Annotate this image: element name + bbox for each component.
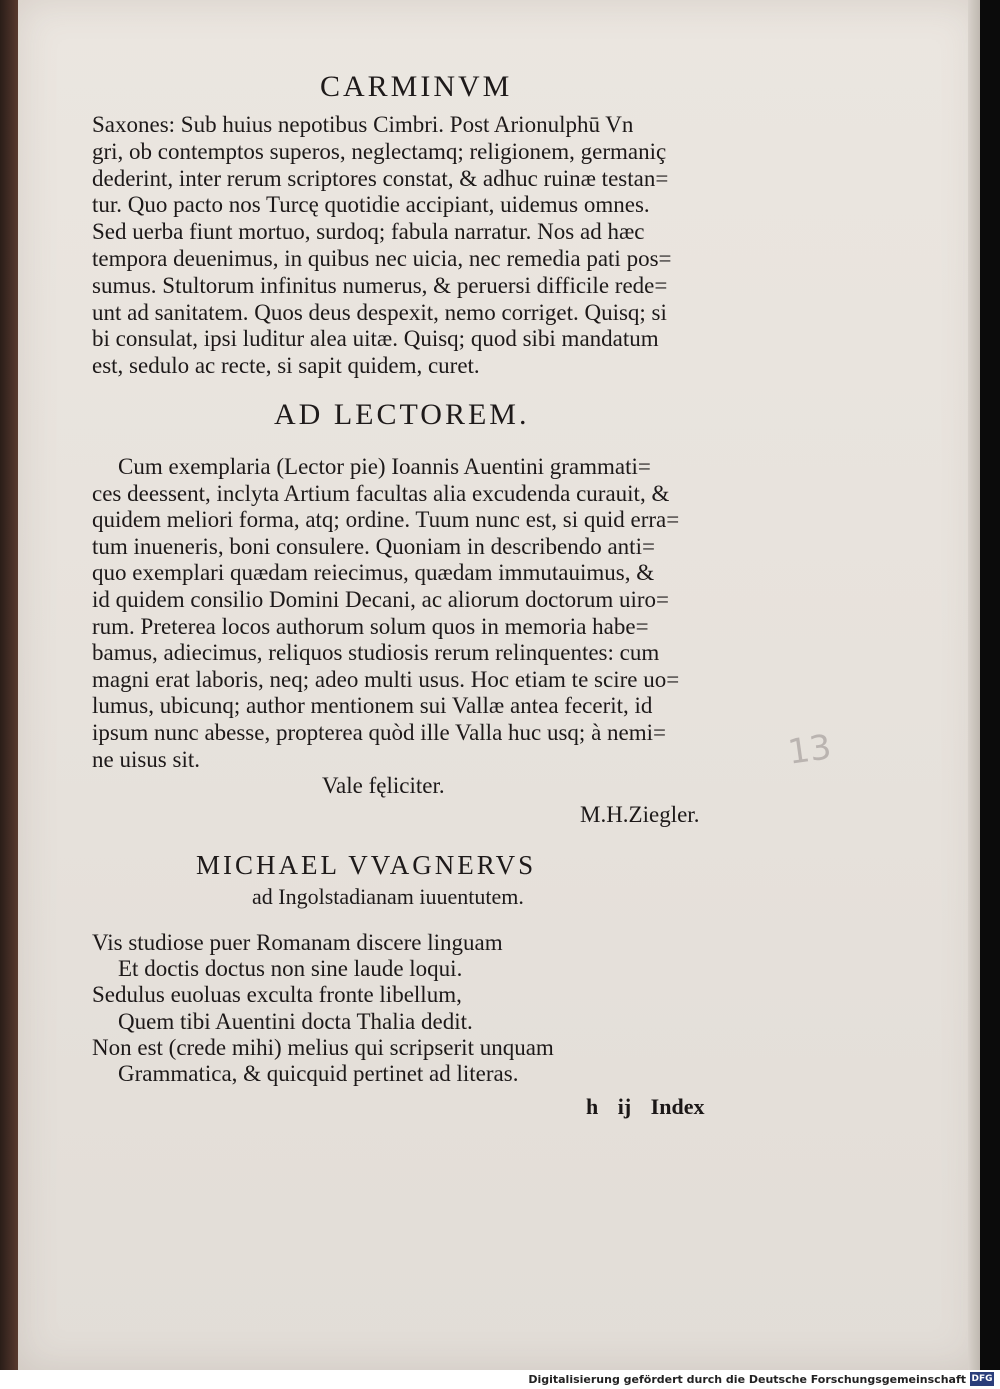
text-line: gri, ob contemptos superos, neglectamq; religionem, germaniç — [92, 138, 667, 164]
poem — [92, 930, 712, 1087]
poem-line: Non est (crede mihi) melius qui scripserit unquam — [92, 1034, 554, 1060]
text-line: tur. Quo pacto nos Turcę quotidie accipiant, uidemus omnes. — [92, 192, 650, 218]
poem-line: Et doctis doctus non sine laude loqui. — [118, 956, 463, 982]
valediction: Vale fęliciter. — [322, 773, 445, 798]
dfg-logo-icon[interactable]: DFG — [971, 1374, 993, 1384]
text-line: id quidem consilio Domini Decani, ac aliorum doctorum uiro= — [92, 586, 669, 612]
text-line: tum inueneris, boni consulere. Quoniam in describendo anti= — [92, 533, 655, 559]
text-line: sumus. Stultorum infinitus numerus, & peruersi difficile rede= — [92, 272, 668, 298]
author-subheading: ad Ingolstadianam iuuentutem. — [252, 884, 524, 909]
poem-line: Quem tibi Auentini docta Thalia dedit. — [118, 1008, 473, 1034]
text-line: ne uisus sit. — [92, 746, 200, 772]
text-line: rum. Preterea locos authorum solum quos in memoria habe= — [92, 613, 649, 639]
text-line: dederint, inter rerum scriptores constat, & adhuc ruinæ testan= — [92, 165, 669, 191]
text-line: ipsum nunc abesse, propterea quòd ille Valla huc usq; à nemi= — [92, 719, 666, 745]
poem-line: Grammatica, & quicquid pertinet ad literas. — [118, 1061, 519, 1087]
poem-line: Vis studiose puer Romanam discere linguam — [92, 930, 503, 955]
text-line: Sed uerba fiunt mortuo, surdoq; fabula narratur. Nos ad hæc — [92, 219, 645, 245]
signature: M.H.Ziegler. — [580, 802, 700, 827]
text-line: tempora deuenimus, in quibus nec uicia, nec remedia pati pos= — [92, 245, 672, 271]
lector-paragraph — [92, 454, 752, 773]
author-heading: MICHAEL VVAGNERVS — [196, 850, 537, 880]
pencil-annotation: 13 — [785, 727, 834, 773]
catchword: h ij Index — [586, 1094, 705, 1119]
footer-credit[interactable]: Digitalisierung gefördert durch die Deutsche Forschungsgemeinschaft — [528, 1373, 966, 1386]
text-line: quidem meliori forma, atq; ordine. Tuum nunc est, si quid erra= — [92, 507, 680, 533]
text-line: Cum exemplaria (Lector pie) Ioannis Auentini grammati= — [118, 454, 651, 479]
lector-heading: AD LECTOREM. — [274, 398, 530, 431]
text-line: bamus, adiecimus, reliquos studiosis rerum relinquentes: cum — [92, 640, 660, 666]
text-line: quo exemplari quædam reiecimus, quædam immutauimus, & — [92, 560, 655, 586]
text-line: bi consulat, ipsi luditur alea uitæ. Quisq; quod sibi mandatum — [92, 326, 659, 352]
text-line: ces deessent, inclyta Artium facultas alia excudenda curauit, & — [92, 480, 670, 506]
running-head: CARMINVM — [320, 70, 513, 103]
poem-line: Sedulus euoluas exculta fronte libellum, — [92, 982, 462, 1008]
top-paragraph — [92, 112, 752, 380]
text-line: magni erat laboris, neq; adeo multi usus. Hoc etiam te scire uo= — [92, 666, 680, 692]
text-line: Saxones: Sub huius nepotibus Cimbri. Post Arionulphū Vn — [92, 112, 634, 137]
text-line: est, sedulo ac recte, si sapit quidem, curet. — [92, 353, 480, 379]
text-line: lumus, ubicunq; author mentionem sui Vallæ antea fecerit, id — [92, 693, 653, 719]
text-line: unt ad sanitatem. Quos deus despexit, nemo corriget. Quisq; si — [92, 299, 667, 325]
page-right-edge — [968, 0, 980, 1370]
